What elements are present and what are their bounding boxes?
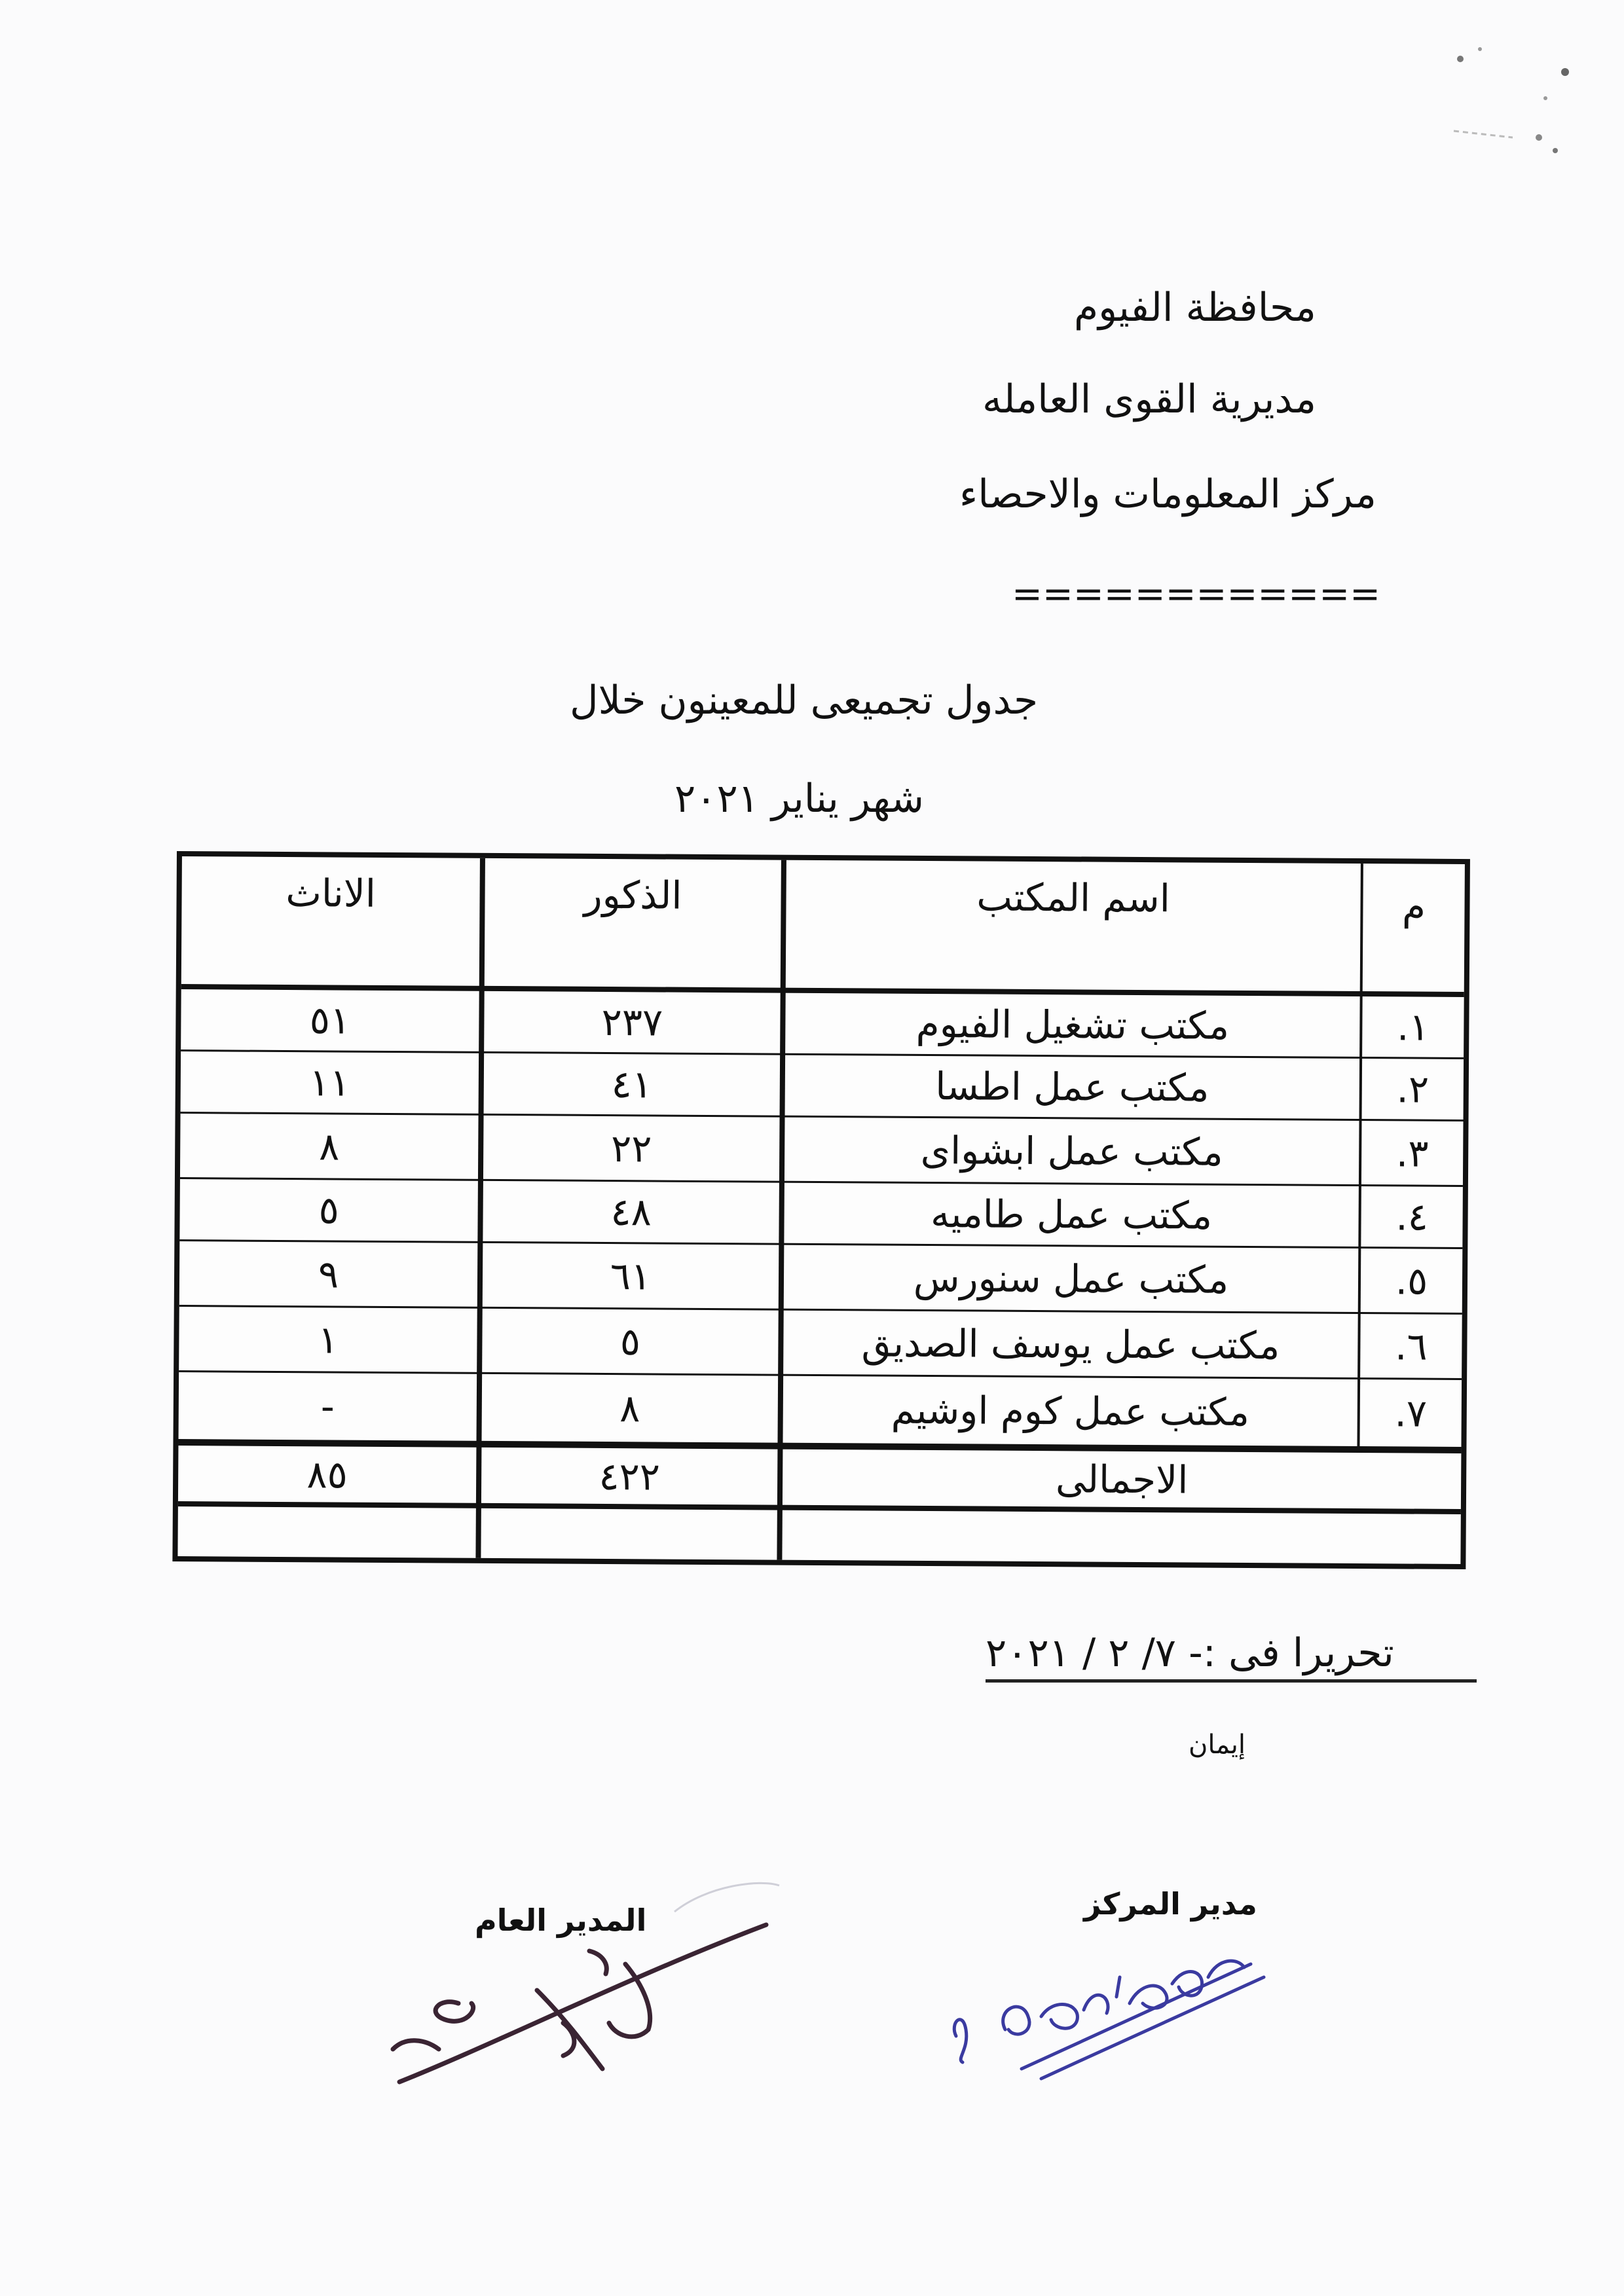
row-number: ٧. [1394,1391,1428,1436]
row-office-name: مكتب عمل اطسا [935,1064,1209,1110]
row-male-count: ٢٣٧ [601,999,663,1045]
row-number: ٥. [1395,1258,1428,1303]
row-number: ٣. [1395,1130,1429,1176]
general-manager-label: المدير العام [475,1903,647,1938]
total-label: الاجمالى [1055,1456,1189,1502]
total-male-count: ٤٢٢ [599,1453,661,1499]
column-header-male: الذكور [583,872,682,918]
row-office-name: مكتب عمل سنورس [913,1255,1229,1302]
row-female-count: ١ [318,1317,339,1362]
staff-table [172,851,1470,1569]
row-office-name: مكتب عمل ابشواى [920,1127,1223,1175]
row-office-name: مكتب عمل يوسف الصديق [861,1320,1280,1368]
row-number: ٦. [1394,1323,1428,1369]
general-manager-signature [367,1872,786,2115]
row-female-count: ٥ [318,1188,339,1233]
row-male-count: ٤١ [611,1062,653,1107]
issue-date-value: ٧/ ٢ / ٢٠٢١ [986,1630,1177,1676]
column-header-number: م [1401,884,1426,929]
row-office-name: مكتب عمل كوم اوشيم [891,1387,1250,1435]
table-subtitle: شهر يناير ٢٠٢١ [674,776,924,822]
row-office-name: مكتب تشغيل الفيوم [915,1001,1230,1048]
preparer-name: إيمان [1189,1730,1246,1760]
issue-date [986,1630,1394,1676]
row-male-count: ٨ [619,1386,640,1431]
directorate-heading: مديرية القوى العامله [982,376,1317,422]
row-male-count: ٦١ [610,1253,652,1298]
row-male-count: ٥ [619,1319,641,1364]
center-heading: مركز المعلومات والاحصاء [959,471,1376,517]
row-female-count: ١١ [308,1060,350,1105]
row-male-count: ٤٨ [610,1190,652,1235]
center-manager-signature [943,1918,1270,2088]
row-male-count: ٢٢ [610,1125,652,1171]
row-number: ٤. [1395,1194,1429,1239]
scan-specks [1414,33,1611,177]
table-title: جدول تجميعى للمعينون خلال [570,678,1039,723]
column-header-office: اسم المكتب [976,875,1171,921]
governorate-heading: محافظة الفيوم [1074,285,1316,331]
header-separator: ============ [1012,573,1381,615]
row-number: ١. [1396,1004,1430,1049]
issue-date-label: تحريرا فى :- [1189,1630,1394,1676]
total-female-count: ٨٥ [306,1451,348,1497]
row-female-count: ٨ [318,1123,340,1169]
row-female-count: ٥١ [309,998,351,1043]
row-office-name: مكتب عمل طاميه [930,1192,1213,1238]
column-header-female: الاناث [286,871,377,916]
row-female-count: ٩ [318,1251,339,1297]
date-underline [986,1679,1477,1683]
center-manager-label: مدير المركز [1084,1886,1257,1922]
row-number: ٢. [1396,1066,1430,1112]
row-female-count: - [320,1384,335,1429]
